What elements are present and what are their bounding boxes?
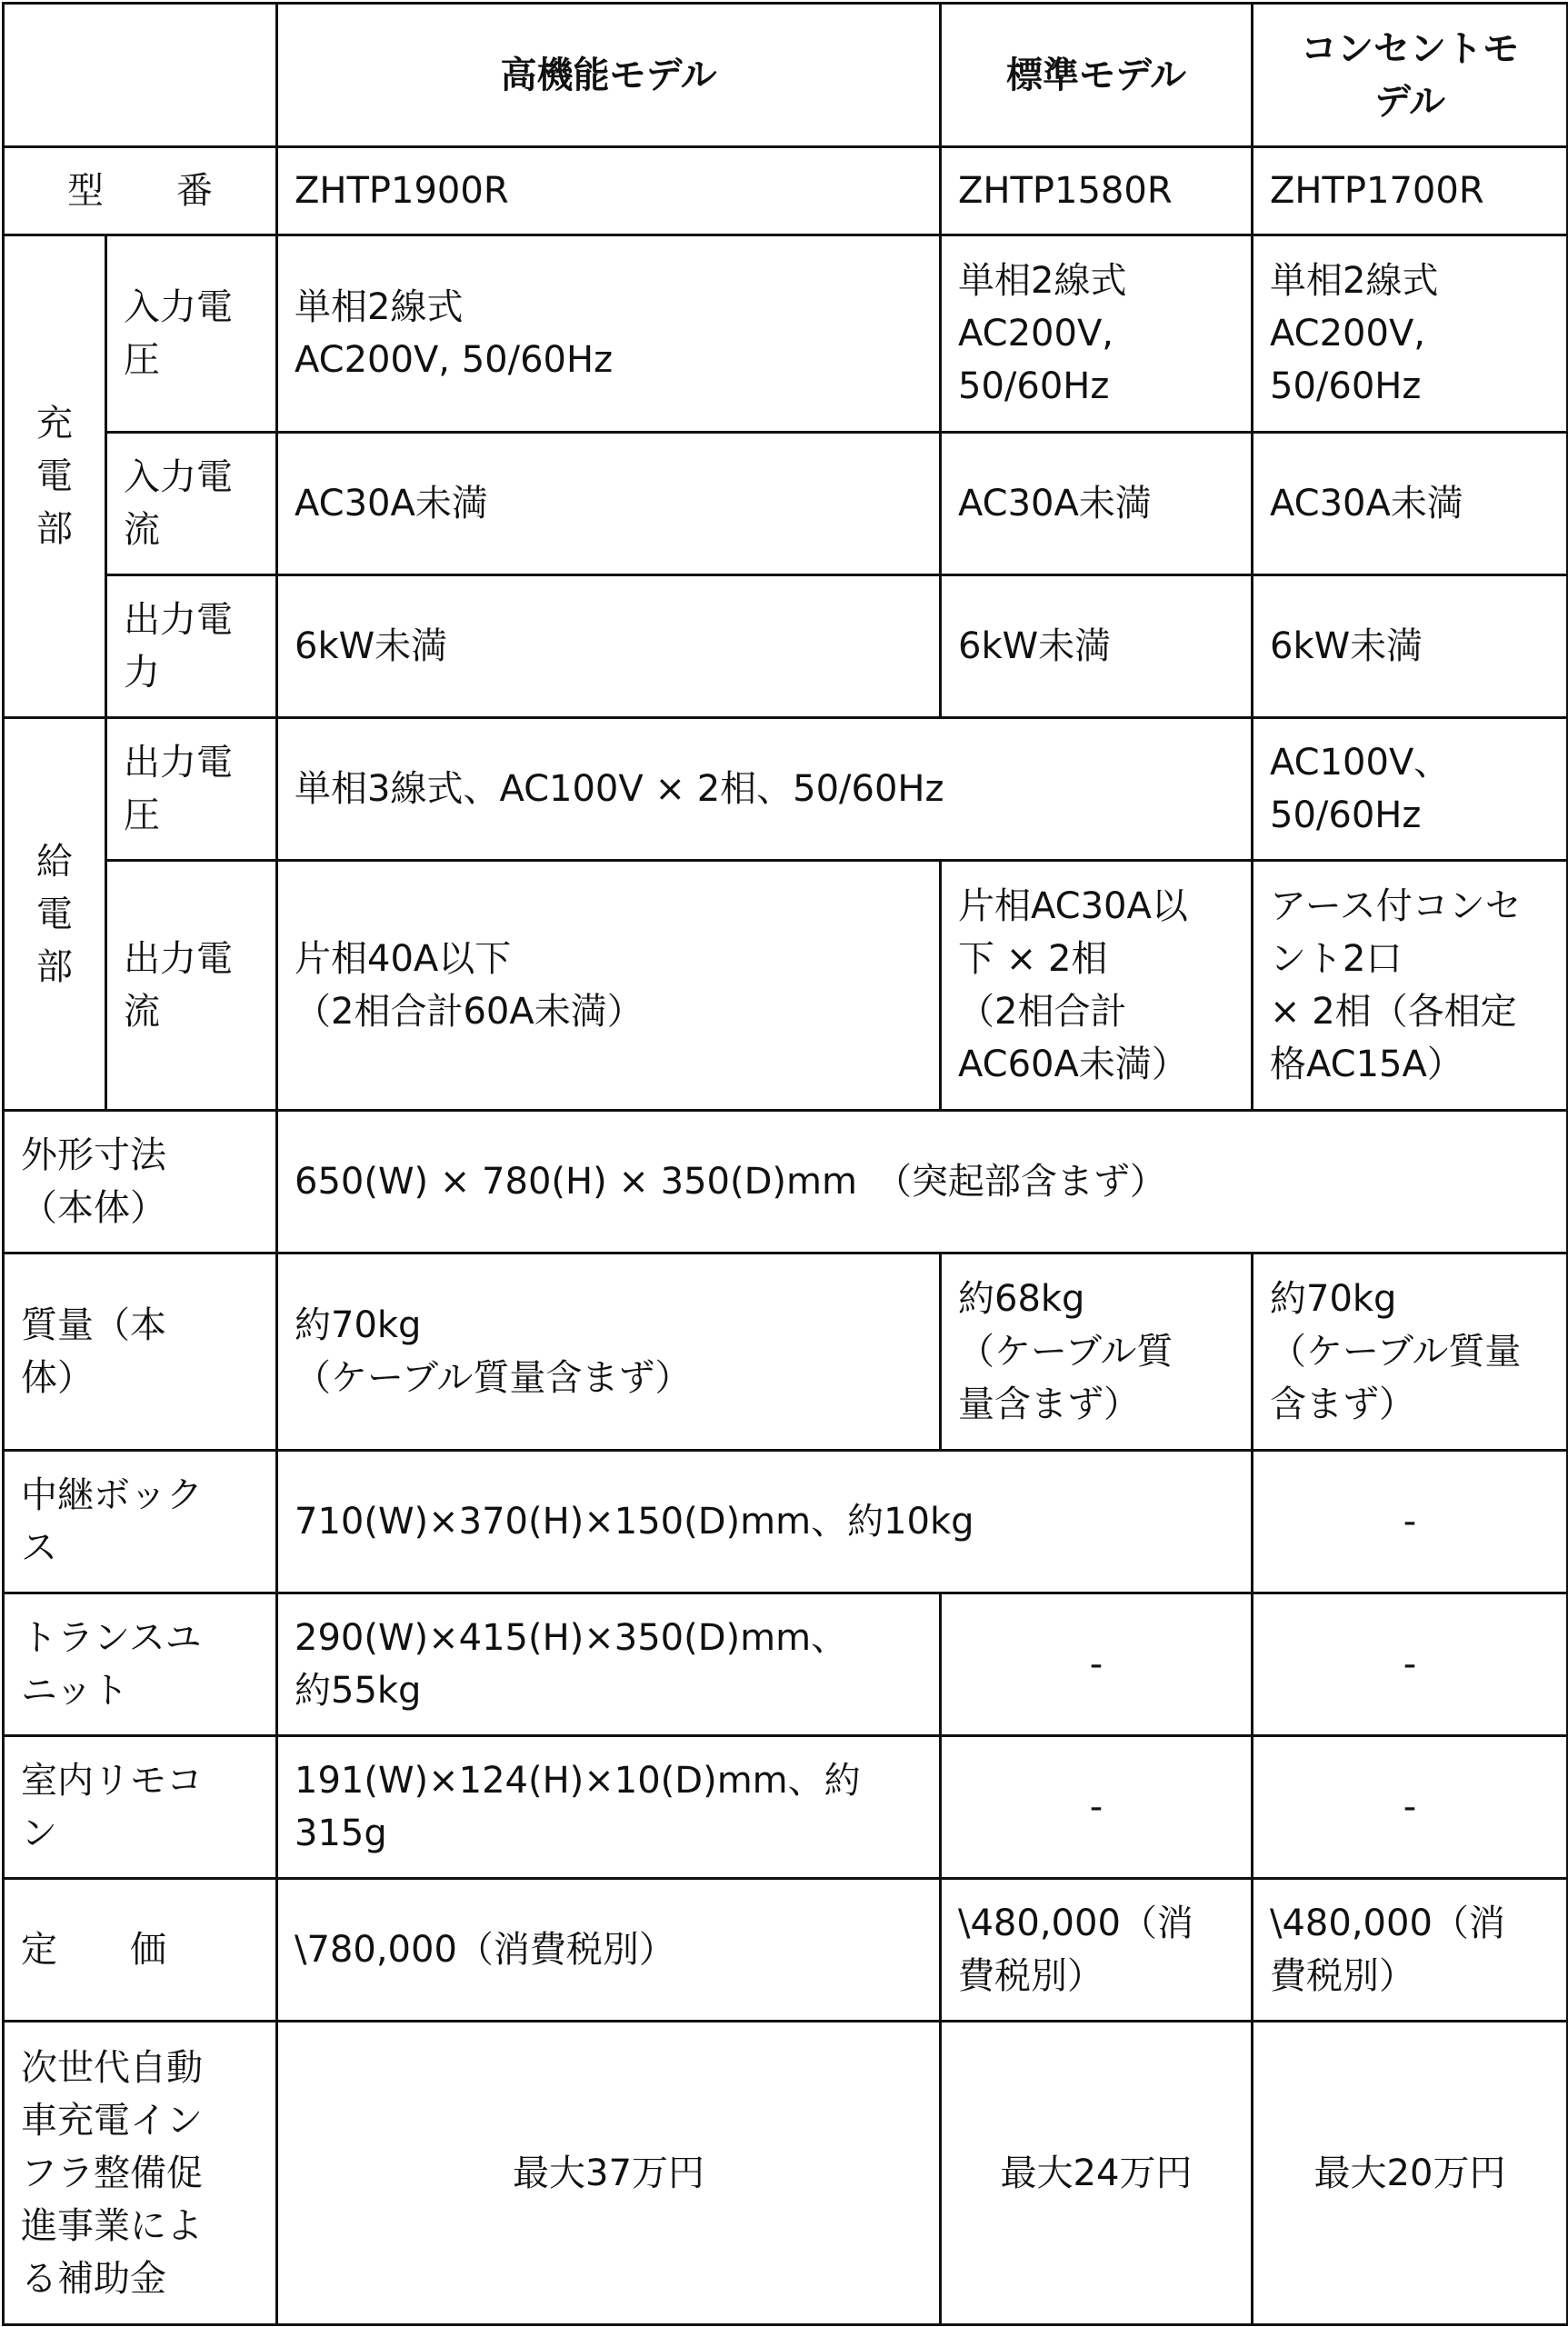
row-output-current — [4, 861, 1568, 1111]
row-model-number — [4, 147, 1568, 235]
cell-model-outlet: ZHTP1700R — [1253, 147, 1568, 235]
label-supply-section: 給 電 部 — [4, 718, 106, 1111]
row-output-voltage — [4, 718, 1568, 861]
cell-remote-outlet: - — [1253, 1736, 1568, 1879]
cell-input-voltage-high: 単相2線式 AC200V, 50/60Hz — [277, 235, 941, 433]
cell-input-current-std: AC30A未満 — [941, 433, 1253, 575]
row-trans-unit — [4, 1593, 1568, 1736]
header-outlet-model: コンセントモ デル — [1253, 4, 1568, 147]
row-output-power — [4, 575, 1568, 718]
cell-subsidy-std: 最大24万円 — [941, 2022, 1253, 2325]
label-price: 定 価 — [4, 1879, 277, 2022]
row-remote — [4, 1736, 1568, 1879]
cell-output-power-std: 6kW未満 — [941, 575, 1253, 718]
row-weight — [4, 1253, 1568, 1451]
row-subsidy — [4, 2022, 1568, 2325]
label-charging-section: 充 電 部 — [4, 235, 106, 718]
label-relay-box: 中継ボック ス — [4, 1451, 277, 1593]
cell-weight-outlet: 約70kg （ケーブル質量 含まず） — [1253, 1253, 1568, 1451]
label-weight: 質量（本 体） — [4, 1253, 277, 1451]
cell-output-current-outlet: アース付コンセ ント2口 × 2相（各相定 格AC15A） — [1253, 861, 1568, 1111]
cell-weight-high: 約70kg （ケーブル質量含まず） — [277, 1253, 941, 1451]
header-high-model: 高機能モデル — [277, 4, 941, 147]
spec-table — [2, 2, 1568, 2326]
label-output-power: 出力電 力 — [106, 575, 277, 718]
row-relay-box — [4, 1451, 1568, 1593]
label-subsidy: 次世代自動 車充電イン フラ整備促 進事業によ る補助金 — [4, 2022, 277, 2325]
cell-trans-unit-high: 290(W)×415(H)×350(D)mm、 約55kg — [277, 1593, 941, 1736]
cell-relay-box-outlet: - — [1253, 1451, 1568, 1593]
cell-output-voltage-outlet: AC100V、 50/60Hz — [1253, 718, 1568, 861]
cell-trans-unit-std: - — [941, 1593, 1253, 1736]
header-blank-cell — [4, 4, 277, 147]
cell-input-voltage-std: 単相2線式 AC200V, 50/60Hz — [941, 235, 1253, 433]
cell-price-high: \780,000（消費税別） — [277, 1879, 941, 2022]
cell-subsidy-outlet: 最大20万円 — [1253, 2022, 1568, 2325]
cell-input-voltage-outlet: 単相2線式 AC200V, 50/60Hz — [1253, 235, 1568, 433]
row-dimensions — [4, 1111, 1568, 1253]
row-input-current — [4, 433, 1568, 575]
label-input-current: 入力電 流 — [106, 433, 277, 575]
label-output-voltage: 出力電 圧 — [106, 718, 277, 861]
label-output-current: 出力電 流 — [106, 861, 277, 1111]
header-standard-model: 標準モデル — [941, 4, 1253, 147]
cell-trans-unit-outlet: - — [1253, 1593, 1568, 1736]
cell-model-high: ZHTP1900R — [277, 147, 941, 235]
header-row — [4, 4, 1568, 147]
cell-input-current-high: AC30A未満 — [277, 433, 941, 575]
label-trans-unit: トランスユ ニット — [4, 1593, 277, 1736]
cell-output-power-outlet: 6kW未満 — [1253, 575, 1568, 718]
cell-output-power-high: 6kW未満 — [277, 575, 941, 718]
row-input-voltage — [4, 235, 1568, 433]
cell-remote-std: - — [941, 1736, 1253, 1879]
cell-relay-box-high-std: 710(W)×370(H)×150(D)mm、約10kg — [277, 1451, 1253, 1593]
label-remote: 室内リモコ ン — [4, 1736, 277, 1879]
cell-price-std: \480,000（消 費税別） — [941, 1879, 1253, 2022]
cell-model-std: ZHTP1580R — [941, 147, 1253, 235]
cell-weight-std: 約68kg （ケーブル質 量含まず） — [941, 1253, 1253, 1451]
cell-subsidy-high: 最大37万円 — [277, 2022, 941, 2325]
cell-remote-high: 191(W)×124(H)×10(D)mm、約 315g — [277, 1736, 941, 1879]
cell-dimensions-all: 650(W) × 780(H) × 350(D)mm （突起部含まず） — [277, 1111, 1568, 1253]
cell-price-outlet: \480,000（消 費税別） — [1253, 1879, 1568, 2022]
cell-input-current-outlet: AC30A未満 — [1253, 433, 1568, 575]
cell-output-voltage-high-std: 単相3線式、AC100V × 2相、50/60Hz — [277, 718, 1253, 861]
label-input-voltage: 入力電 圧 — [106, 235, 277, 433]
cell-output-current-std: 片相AC30A以 下 × 2相 （2相合計 AC60A未満） — [941, 861, 1253, 1111]
row-price — [4, 1879, 1568, 2022]
cell-output-current-high: 片相40A以下 （2相合計60A未満） — [277, 861, 941, 1111]
label-model-number: 型 番 — [4, 147, 277, 235]
label-dimensions: 外形寸法 （本体） — [4, 1111, 277, 1253]
